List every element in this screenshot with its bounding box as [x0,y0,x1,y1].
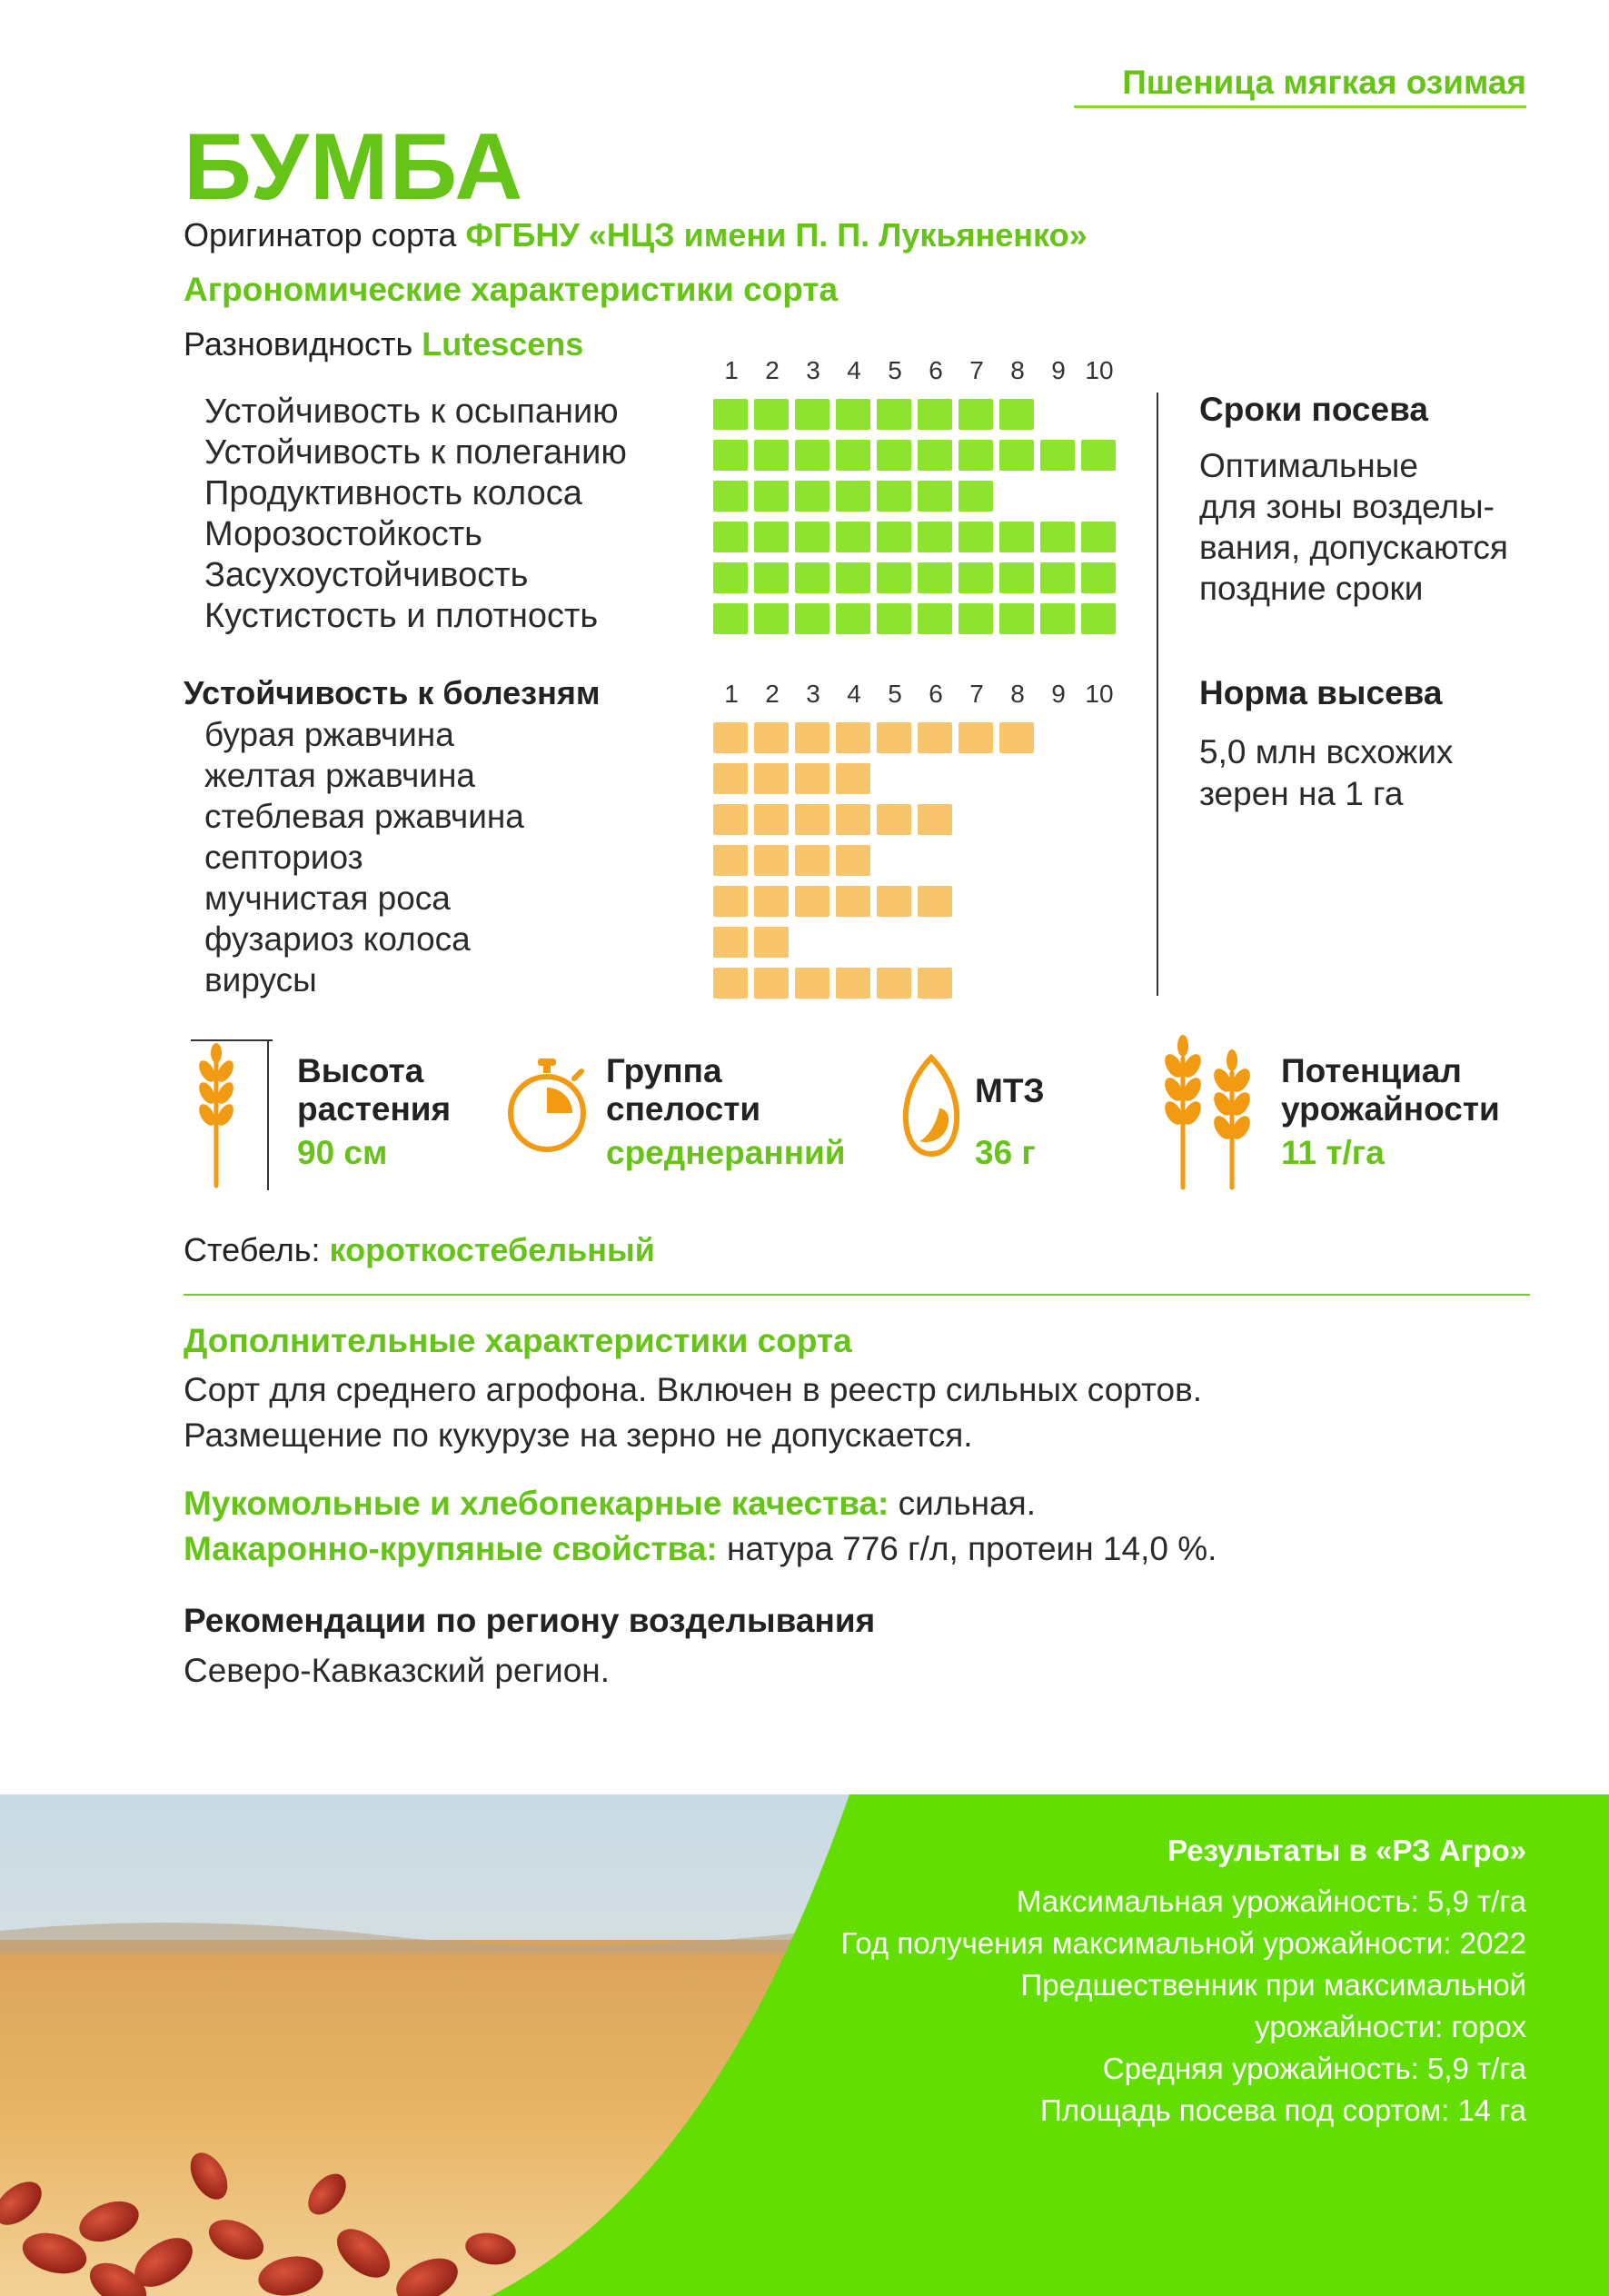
rating-square [836,522,870,552]
rating-square [958,481,993,512]
variety-title: БУМБА [184,114,524,220]
scale-number: 7 [969,680,984,708]
height-title [297,1052,451,1128]
rating-square [754,886,789,917]
rating-square [713,845,748,876]
rating-square [999,603,1034,634]
scale-number: 10 [1085,356,1114,384]
rating-square [918,722,952,753]
rating-square [836,804,870,835]
rating-row [0,920,1136,961]
rating-square [836,968,870,999]
sowing-line: Оптимальные [1199,447,1418,484]
rating-row [0,716,1136,757]
rating-square [836,722,870,753]
rating-square [918,886,952,917]
scale-number: 5 [888,356,902,384]
pasta-label: Макаронно-крупяные свойства: [184,1530,718,1567]
rating-label: желтая ржавчина [204,757,475,794]
rating-square [754,481,789,512]
rating-square [795,886,829,917]
milling-line [184,1481,1564,1526]
results-line: Средняя урожайность: 5,9 т/га [1102,2052,1526,2085]
height-value: 90 см [297,1134,388,1171]
rating-squares [713,968,1122,1002]
rating-square [1040,522,1075,552]
milling-label: Мукомольные и хлебопекарные качества: [184,1485,889,1522]
type-label: Разновидность [184,325,413,363]
rating-label: Засухоустойчивость [204,556,529,594]
rating-square [877,440,911,471]
rating-squares [713,722,1122,757]
results-line: Год получения максимальной урожайности: 2022 [840,1926,1526,1960]
rating-squares [713,562,1122,597]
rating-square [713,763,748,794]
type-line [184,325,583,363]
rating-square [795,968,829,999]
rating-square [713,968,748,999]
rating-label: фузариоз колоса [204,920,471,958]
rating-square [754,522,789,552]
rating-square [1040,603,1075,634]
originator-label: Оригинатор сорта [184,216,457,253]
rating-square [1040,440,1075,471]
rating-label: мучнистая роса [204,880,451,917]
rating-square [754,603,789,634]
rating-square [918,603,952,634]
stem-label: Стебель: [184,1231,321,1268]
rating-square [836,481,870,512]
rating-square [754,968,789,999]
yield-title-line: Потенциал [1281,1052,1462,1089]
rating-squares [713,804,1122,839]
rating-square [877,968,911,999]
sowing-line: вания, допускаются [1199,529,1508,566]
rating-square [713,440,748,471]
rating-square [795,763,829,794]
extra-line: Размещение по кукурузе на зерно не допускается. [184,1416,973,1454]
rating-square [877,603,911,634]
rating-square [754,763,789,794]
rating-square [958,562,993,593]
rating-row [0,556,1136,597]
height-title-line: растения [297,1090,452,1128]
seeding-rate-line: 5,0 млн всхожих [1199,733,1454,770]
sowing-line: поздние сроки [1199,570,1424,607]
rating-row [0,757,1136,798]
rating-square [754,804,789,835]
rating-square [754,845,789,876]
rating-row [0,961,1136,1002]
rating-square [877,804,911,835]
rating-square [754,440,789,471]
maturity-title-line: спелости [606,1090,761,1128]
rating-row [0,839,1136,880]
rating-square [713,522,748,552]
rating-square [795,399,829,430]
region-heading: Рекомендации по региону возделывания [184,1602,876,1639]
rating-row [0,515,1136,556]
scale-number: 1 [724,356,739,384]
rating-square [958,722,993,753]
rating-square [1081,522,1116,552]
results-line: Площадь посева под сортом: 14 га [1039,2093,1526,2127]
rating-square [795,481,829,512]
scale-number: 8 [1010,680,1025,708]
rating-square [999,399,1034,430]
rating-squares [713,886,1122,920]
agronomic-heading: Агрономические характеристики сорта [184,271,839,308]
rating-row [0,474,1136,515]
rating-square [836,845,870,876]
rating-square [836,763,870,794]
height-title-line: Высота [297,1052,424,1089]
rating-row [0,597,1136,638]
rating-squares [713,440,1122,474]
scale-number: 7 [969,356,984,384]
sowing-text [1199,445,1563,609]
rating-square [918,481,952,512]
rating-square [999,440,1034,471]
rating-square [958,603,993,634]
maturity-title [606,1052,760,1128]
rating-square [999,522,1034,552]
scale-number: 8 [1010,356,1025,384]
rating-square [795,440,829,471]
rating-square [877,399,911,430]
rating-squares [713,927,1122,961]
rating-squares [713,399,1122,433]
rating-row [0,880,1136,920]
scale-number: 4 [847,680,861,708]
rating-label: Продуктивность колоса [204,474,582,512]
maturity-value: среднеранний [606,1134,846,1171]
rating-label: Устойчивость к полеганию [204,433,627,472]
seeding-rate-line: зерен на 1 га [1199,775,1404,812]
agronomic-scale-numbers [713,356,1131,393]
rating-square [918,804,952,835]
scale-number: 9 [1051,356,1066,384]
stem-line [184,1231,655,1269]
maturity-title-line: Группа [606,1052,722,1089]
scale-number: 6 [929,356,943,384]
rating-label: бурая ржавчина [204,716,454,753]
rating-square [836,440,870,471]
rating-square [713,399,748,430]
rating-square [877,886,911,917]
pasta-line [184,1526,1564,1572]
scale-number: 10 [1085,680,1114,708]
rating-square [795,603,829,634]
rating-square [795,522,829,552]
pasta-value: натура 776 г/л, протеин 14,0 %. [727,1530,1217,1567]
sowing-title: Сроки посева [1199,391,1428,428]
rating-square [713,927,748,958]
mtz-title: МТЗ [975,1072,1045,1109]
category-underline [1074,105,1526,108]
rating-square [958,522,993,552]
rating-square [918,399,952,430]
rating-label: стеблевая ржавчина [204,798,524,835]
rating-square [918,968,952,999]
yield-value: 11 т/га [1281,1134,1385,1171]
results-title: Результаты в «РЗ Агро» [1167,1834,1526,1867]
rating-square [1081,603,1116,634]
rating-square [836,603,870,634]
rating-square [1081,562,1116,593]
rating-squares [713,522,1122,556]
rating-square [713,481,748,512]
stopwatch-icon [502,1057,592,1157]
rating-label: Устойчивость к осыпанию [204,393,619,431]
rating-square [877,481,911,512]
seeding-rate-text [1199,731,1563,815]
rating-square [713,886,748,917]
rating-square [713,603,748,634]
extra-heading: Дополнительные характеристики сорта [184,1322,852,1359]
rating-square [713,804,748,835]
rating-squares [713,763,1122,798]
rating-square [795,562,829,593]
scale-number: 1 [724,680,739,708]
originator-value: ФГБНУ «НЦЗ имени П. П. Лукьяненко» [465,216,1088,253]
rating-square [836,886,870,917]
rating-square [918,522,952,552]
rating-label: септориоз [204,839,363,876]
rating-row [0,798,1136,839]
originator-line [184,216,1088,254]
sowing-line: для зоны возделы- [1199,488,1495,525]
rating-square [1081,440,1116,471]
rating-square [754,927,789,958]
rating-square [877,722,911,753]
section-divider [184,1294,1530,1296]
rating-square [754,562,789,593]
rating-square [795,845,829,876]
rating-square [713,722,748,753]
wheat-ruler-icon [182,1031,282,1195]
rating-label: Кустистость и плотность [204,597,599,635]
disease-scale-numbers [713,680,1131,716]
rating-square [999,562,1034,593]
scale-number: 2 [765,680,780,708]
rating-square [795,804,829,835]
rating-square [918,440,952,471]
yield-title [1281,1052,1500,1128]
rating-square [918,562,952,593]
scale-number: 3 [806,356,820,384]
rating-square [754,722,789,753]
rating-square [999,722,1034,753]
rating-square [795,722,829,753]
scale-number: 6 [929,680,943,708]
extra-text [184,1367,1546,1458]
rating-square [836,562,870,593]
rating-row [0,393,1136,433]
rating-square [836,399,870,430]
results-line: Предшественник при максимальной [1020,1968,1526,2002]
results-line: урожайности: горох [1255,2010,1526,2043]
rating-square [958,399,993,430]
rating-squares [713,845,1122,880]
rating-square [754,399,789,430]
yield-title-line: урожайности [1281,1090,1500,1128]
quality-block [184,1481,1564,1572]
rating-squares [713,481,1122,515]
disease-heading: Устойчивость к болезням [184,674,601,711]
results-line: Максимальная урожайность: 5,9 т/га [1016,1884,1526,1918]
type-value: Lutescens [422,325,584,363]
rating-square [1040,562,1075,593]
seeding-rate-title: Норма высева [1199,674,1443,711]
extra-line: Сорт для среднего агрофона. Включен в реестр сильных сортов. [184,1371,1203,1408]
region-text: Северо-Кавказский регион. [184,1652,611,1689]
scale-number: 9 [1051,680,1066,708]
rating-label: вирусы [204,961,317,999]
rating-square [877,562,911,593]
category-label: Пшеница мягкая озимая [1122,64,1526,101]
scale-number: 2 [765,356,780,384]
rating-squares [713,603,1122,638]
rating-label: Морозостойкость [204,515,482,553]
grain-icon [899,1054,963,1158]
results-list [709,1881,1526,2132]
milling-value: сильная. [898,1485,1037,1522]
stem-value: короткостебельный [329,1231,655,1268]
rating-row [0,433,1136,474]
scale-number: 4 [847,356,861,384]
column-divider [1157,393,1158,996]
scale-number: 5 [888,680,902,708]
rating-square [713,562,748,593]
rating-square [877,522,911,552]
mtz-value: 36 г [975,1134,1036,1171]
scale-number: 3 [806,680,820,708]
two-wheat-ears-icon [1154,1031,1263,1190]
rating-square [958,440,993,471]
